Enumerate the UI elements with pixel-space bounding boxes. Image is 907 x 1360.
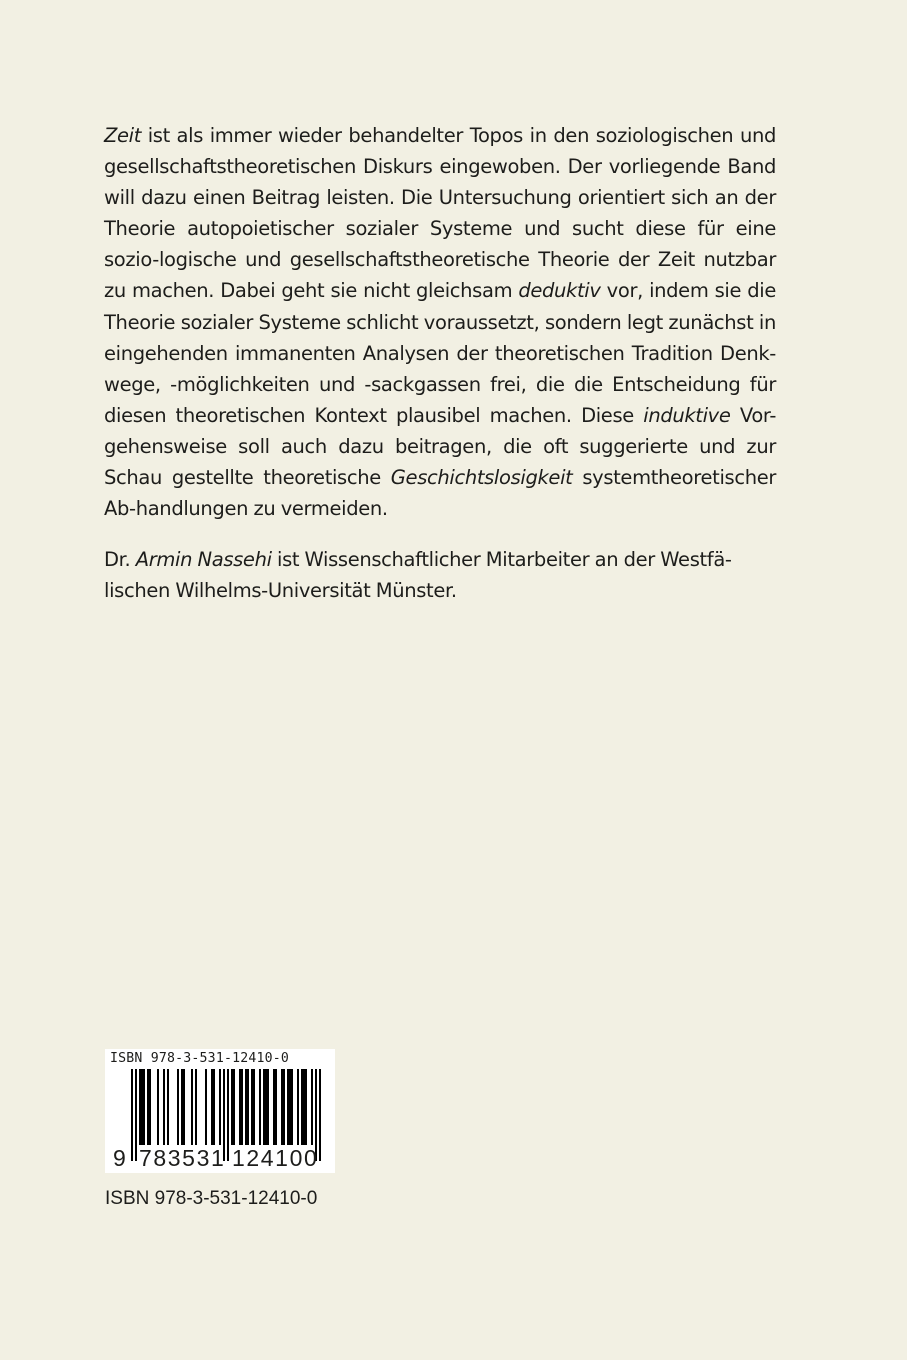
- barcode-bar: [167, 1069, 169, 1145]
- barcode-bar: [289, 1069, 291, 1145]
- barcode-bar: [135, 1069, 137, 1161]
- barcode-bar: [267, 1069, 269, 1145]
- barcode-digit-first: 9: [113, 1145, 126, 1171]
- author-paragraph: [104, 544, 776, 606]
- title-word-zeit: Zeit: [104, 124, 142, 147]
- barcode-bar: [157, 1069, 159, 1145]
- barcode-digits-right: 124100: [232, 1145, 319, 1171]
- author-title: Dr.: [104, 548, 136, 572]
- barcode-bar: [163, 1069, 165, 1145]
- barcode-bar: [213, 1069, 215, 1145]
- barcode-bar: [231, 1069, 233, 1145]
- barcode-bar: [149, 1069, 151, 1145]
- isbn-text: ISBN 978-3-531-12410-0: [105, 1188, 318, 1209]
- emphasis-induktive: induktive: [643, 403, 731, 427]
- barcode-bar: [303, 1069, 305, 1145]
- isbn-barcode: [105, 1049, 335, 1173]
- barcode-bar: [275, 1069, 277, 1145]
- description-text-1: ist als immer wieder behandelter Topos in den soziologischen und gesellschaftstheoretischen Diskurs eingewoben. Der vorliegende Band will dazu einen Beitrag leisten. Die Untersuchung orientiert sich an der Theorie autopoietischer sozialer Systeme und sucht diese für eine sozio-logische und gesellschaftstheoretische Theorie der Zeit nutzbar zu machen. Dabei geht sie nicht gleichsam: [104, 124, 776, 303]
- description-paragraph: [104, 120, 776, 524]
- barcode-bar: [177, 1069, 179, 1145]
- barcode-bar: [239, 1069, 241, 1145]
- barcode-bar: [247, 1069, 249, 1145]
- barcode-bar: [291, 1069, 293, 1145]
- barcode-isbn-label: ISBN 978-3-531-12410-0: [110, 1051, 290, 1066]
- barcode-bar: [139, 1069, 141, 1145]
- barcode-digits-left: 783531: [139, 1145, 226, 1171]
- barcode-bar: [283, 1069, 285, 1145]
- barcode-bar: [301, 1069, 303, 1145]
- barcode-bar: [141, 1069, 143, 1145]
- barcode-bar: [311, 1069, 313, 1145]
- barcode-bar: [287, 1069, 289, 1145]
- barcode-bar: [183, 1069, 185, 1145]
- emphasis-deduktiv: deduktiv: [518, 279, 601, 303]
- barcode-bar: [233, 1069, 235, 1145]
- barcode-bar: [131, 1069, 133, 1161]
- barcode-bar: [253, 1069, 255, 1145]
- barcode-bar: [219, 1069, 221, 1145]
- barcode-bar: [211, 1069, 213, 1145]
- barcode-bar: [263, 1069, 265, 1145]
- description-text-2: vor, indem sie die Theorie sozialer Systeme schlicht voraussetzt, sondern legt zunächst in eingehenden immanenten Analysen der theoretischen Tradition Denk-wege, -möglichkeiten und -sackgassen frei, die die Entscheidung für diesen theoretischen Kontext plausibel machen. Diese: [104, 279, 776, 427]
- barcode-bar: [305, 1069, 307, 1145]
- barcode-bar: [281, 1069, 283, 1145]
- barcode-bar: [319, 1069, 321, 1161]
- barcode-bar: [143, 1069, 145, 1145]
- barcode-bar: [251, 1069, 253, 1145]
- back-cover-blurb: [104, 120, 776, 606]
- barcode-bar: [205, 1069, 207, 1145]
- barcode-bar: [147, 1069, 149, 1145]
- barcode-bar: [265, 1069, 267, 1145]
- barcode-bar: [259, 1069, 261, 1145]
- author-affiliation: ist Wissenschaftlicher Mitarbeiter an der Westfä-lischen Wilhelms-Universität Münster.: [104, 548, 732, 603]
- barcode-bar: [195, 1069, 197, 1145]
- barcode-bar: [241, 1069, 243, 1145]
- author-name: Armin Nassehi: [135, 548, 272, 572]
- description-text-3: Vor-gehensweise soll auch dazu beitragen, die oft suggerierte und zur Schau gestellte theoretische: [104, 403, 777, 490]
- emphasis-geschichtslosigkeit: Geschichtslosigkeit: [390, 466, 573, 490]
- barcode-bar: [227, 1069, 229, 1161]
- barcode-bar: [273, 1069, 275, 1145]
- barcode-bar: [297, 1069, 299, 1145]
- barcode-bar: [245, 1069, 247, 1145]
- barcode-bar: [191, 1069, 193, 1145]
- barcode-bar: [181, 1069, 183, 1145]
- description-text-4: systemtheoretischer Ab-handlungen zu vermeiden.: [104, 466, 777, 521]
